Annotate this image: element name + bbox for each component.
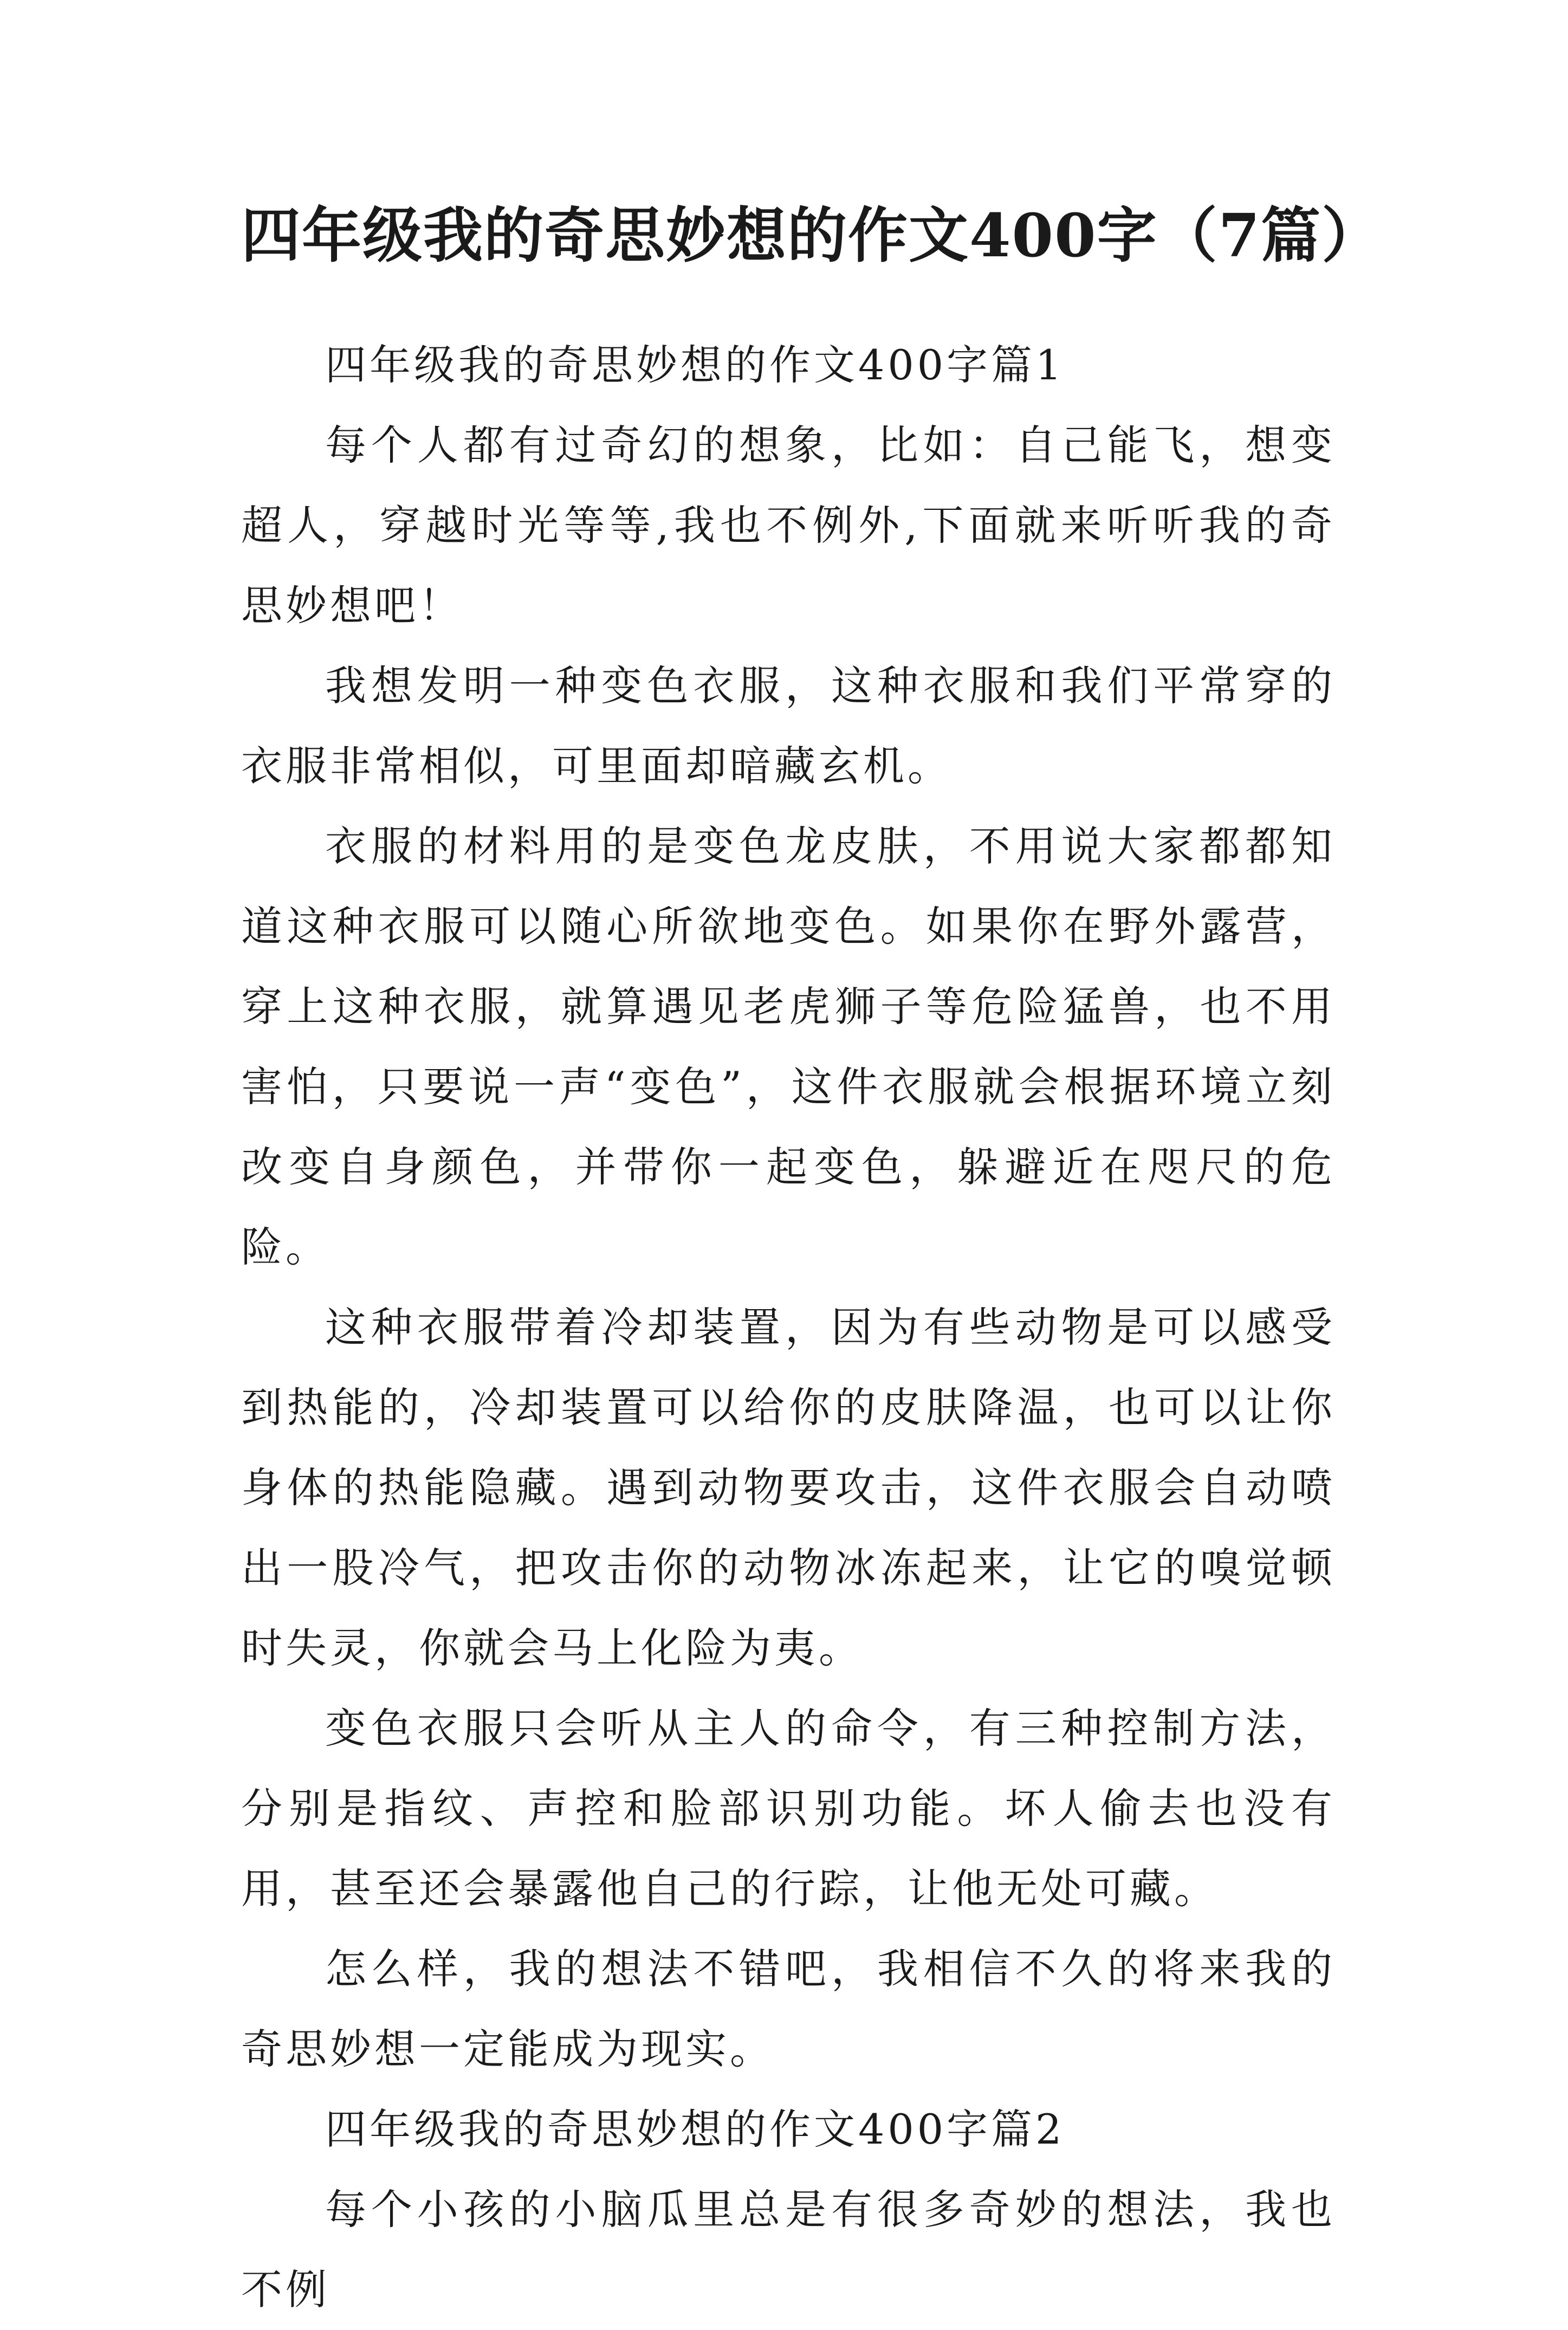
paragraph: 这种衣服带着冷却装置，因为有些动物是可以感受到热能的，冷却装置可以给你的皮肤降温，也可以让你身体的热能隐藏。遇到动物要攻击，这件衣服会自动喷出一股冷气，把攻击你的动物冰冻起来，让它的嗅觉顿时失灵，你就会马上化险为夷。 bbox=[241, 1303, 1336, 1672]
paragraph: 每个小孩的小脑瓜里总是有很多奇妙的想法，我也不例 bbox=[241, 2185, 1336, 2314]
paragraph: 我想发明一种变色衣服，这种衣服和我们平常穿的衣服非常相似，可里面却暗藏玄机。 bbox=[241, 662, 1336, 790]
paragraph: 衣服的材料用的是变色龙皮肤，不用说大家都都知道这种衣服可以随心所欲地变色。如果你在野外露营，穿上这种衣服，就算遇见老虎狮子等危险猛兽，也不用害怕，只要说一声“变色”，这件衣服就会根据环境立刻改变自身颜色，并带你一起变色，躲避近在咫尺的危险。 bbox=[241, 822, 1336, 1271]
paragraph: 怎么样，我的想法不错吧，我相信不久的将来我的奇思妙想一定能成为现实。 bbox=[241, 1945, 1336, 2073]
document-title: 四年级我的奇思妙想的作文400字（7篇） bbox=[241, 200, 1383, 270]
paragraph: 变色衣服只会听从主人的命令，有三种控制方法，分别是指纹、声控和脸部识别功能。坏人偷去也没有用，甚至还会暴露他自己的行踪，让他无处可藏。 bbox=[241, 1704, 1336, 1913]
section-heading: 四年级我的奇思妙想的作文400字篇2 bbox=[325, 2105, 1065, 2153]
section-heading: 四年级我的奇思妙想的作文400字篇1 bbox=[325, 341, 1065, 389]
paragraph: 每个人都有过奇幻的想象，比如：自己能飞，想变超人，穿越时光等等,我也不例外,下面就来听听我的奇思妙想吧！ bbox=[241, 421, 1336, 630]
document-body bbox=[241, 325, 1336, 2330]
